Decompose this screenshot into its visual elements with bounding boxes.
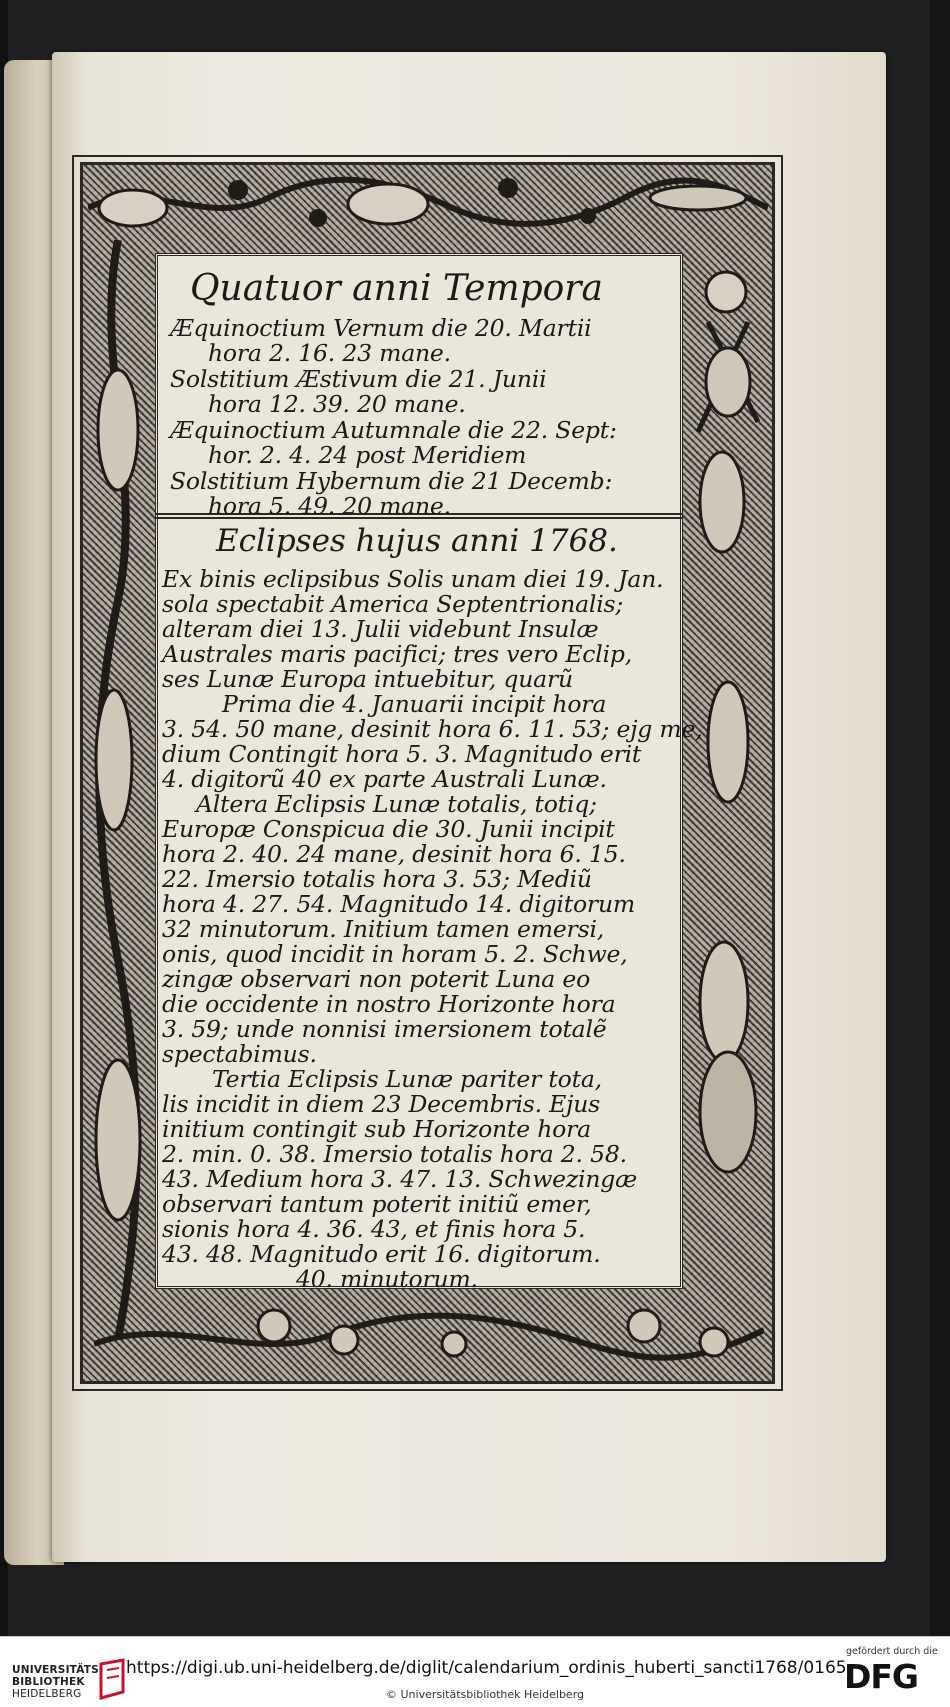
seasons-line: hor. 2. 4. 24 post Meridiem xyxy=(208,441,527,469)
logo-line: BIBLIOTHEK xyxy=(12,1676,85,1688)
eclipses-line: zingæ observari non poterit Luna eo xyxy=(162,965,591,993)
eclipses-line: lis incidit in diem 23 Decembris. Ejus xyxy=(162,1090,601,1118)
seasons-line: Æquinoctium Autumnale die 22. Sept: xyxy=(170,416,617,444)
left-vine-ornament xyxy=(84,240,152,1340)
eclipses-line: initium contingit sub Horizonte hora xyxy=(162,1115,591,1143)
eclipses-line: hora 4. 27. 54. Magnitudo 14. digitorum xyxy=(162,890,635,918)
eclipses-line: 43. 48. Magnitudo erit 16. digitorum. xyxy=(162,1240,601,1268)
eclipses-line: 32 minutorum. Initium tamen emersi, xyxy=(162,915,605,943)
funding-label: gefördert durch die xyxy=(846,1646,938,1657)
eclipses-line: 22. Imersio totalis hora 3. 53; Mediũ xyxy=(162,865,592,893)
eclipses-line: hora 2. 40. 24 mane, desinit hora 6. 15. xyxy=(162,840,626,868)
eclipses-line: spectabimus. xyxy=(162,1040,317,1068)
eclipses-line: Australes maris pacifici; tres vero Eclip, xyxy=(162,640,632,668)
top-garland-ornament xyxy=(88,168,768,240)
eclipses-line: sola spectabit America Septentrionalis; xyxy=(162,590,624,618)
seasons-title: Quatuor anni Tempora xyxy=(190,268,603,309)
seasons-line: Solstitium Æstivum die 21. Junii xyxy=(170,365,547,393)
eclipses-title: Eclipses hujus anni 1768. xyxy=(216,523,618,559)
right-trophy-ornament xyxy=(688,262,770,1342)
eclipses-line: observari tantum poterit initiũ emer, xyxy=(162,1190,592,1218)
copyright-notice: © Universitätsbibliothek Heidelberg xyxy=(386,1688,585,1701)
eclipses-line: alteram diei 13. Julii videbunt Insulæ xyxy=(162,615,599,643)
university-library-logo xyxy=(12,1664,103,1700)
eclipses-line: 3. 54. 50 mane, desinit hora 6. 11. 53; ejg me, xyxy=(162,715,703,743)
eclipses-line: onis, quod incidit in horam 5. 2. Schwe, xyxy=(162,940,628,968)
eclipses-line: 43. Medium hora 3. 47. 13. Schwezingæ xyxy=(162,1165,638,1193)
eclipses-line: sionis hora 4. 36. 43, et finis hora 5. xyxy=(162,1215,586,1243)
eclipses-line: 2. min. 0. 38. Imersio totalis hora 2. 58. xyxy=(162,1140,627,1168)
eclipses-line: die occidente in nostro Horizonte hora xyxy=(162,990,616,1018)
seasons-line: hora 5. 49. 20 mane. xyxy=(208,492,451,520)
eclipses-line: 4. digitorũ 40 ex parte Australi Lunæ. xyxy=(162,765,607,793)
permalink-url[interactable]: https://digi.ub.uni-heidelberg.de/diglit/calendarium_ordinis_huberti_sancti1768/0165 xyxy=(126,1658,847,1678)
logo-line: UNIVERSITÄTS- xyxy=(12,1664,104,1676)
eclipses-line: Ex binis eclipsibus Solis unam diei 19. Jan. xyxy=(162,565,664,593)
eclipses-line: Altera Eclipsis Lunæ totalis, totiq; xyxy=(196,790,597,818)
seasons-line: hora 12. 39. 20 mane. xyxy=(208,390,466,418)
eclipses-line: Tertia Eclipsis Lunæ pariter tota, xyxy=(212,1065,602,1093)
seasons-line: hora 2. 16. 23 mane. xyxy=(208,339,451,367)
eclipses-line: Prima die 4. Januarii incipit hora xyxy=(222,690,607,718)
eclipses-line: Europæ Conspicua die 30. Junii incipit xyxy=(162,815,615,843)
eclipses-line: 3. 59; unde nonnisi imersionem totalẽ xyxy=(162,1015,607,1043)
dfg-logo: DFG xyxy=(844,1657,919,1696)
seasons-line: Æquinoctium Vernum die 20. Martii xyxy=(170,314,592,342)
eclipses-line: 40. minutorum. xyxy=(296,1265,478,1293)
bottom-garland-ornament xyxy=(94,1300,764,1374)
logo-line: HEIDELBERG xyxy=(12,1688,82,1700)
scan-background-right xyxy=(930,0,950,1636)
eclipses-line: ses Lunæ Europa intuebitur, quarũ xyxy=(162,665,573,693)
seasons-line: Solstitium Hybernum die 21 Decemb: xyxy=(170,467,613,495)
eclipses-line: dium Contingit hora 5. 3. Magnitudo erit xyxy=(162,740,642,768)
